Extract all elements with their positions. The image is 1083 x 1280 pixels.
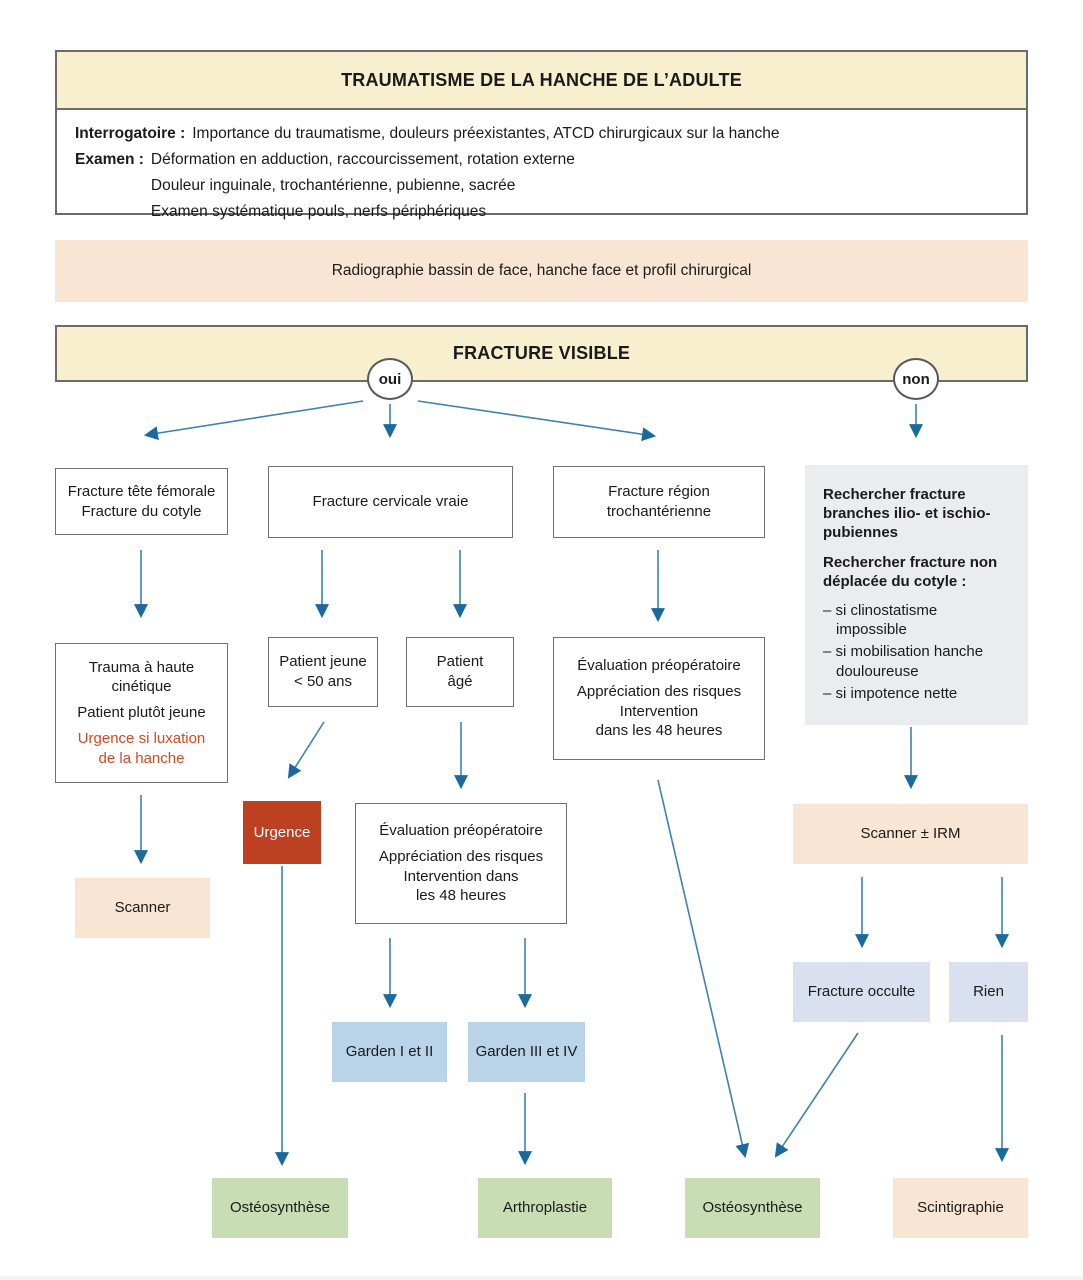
node-scanner: Scanner (75, 878, 210, 938)
examen-line: Douleur inguinale, trochantérienne, pubienne, sacrée (150, 177, 516, 194)
arrow-oui-to-tete (146, 401, 363, 435)
decision-bar (55, 325, 1028, 382)
node-line: Fracture tête fémorale (67, 482, 216, 500)
decision-oui: oui (367, 358, 413, 400)
interrogatoire-text: Importance du traumatisme, douleurs préexistantes, ATCD chirurgicaux sur la hanche (192, 125, 780, 142)
node-line: Trauma à haute cinétique (88, 658, 195, 696)
interrogatoire-row (75, 121, 1008, 147)
node-line: les 48 heures (415, 887, 507, 905)
node-line: Intervention (619, 702, 699, 720)
arrow-jeune-to-urgence (289, 722, 324, 777)
node-osteosynthese-right: Ostéosynthèse (685, 1178, 820, 1238)
examen-label: Examen : (75, 151, 144, 168)
node-trauma-haute-cinetique (55, 643, 228, 783)
node-line: trochantérienne (606, 503, 712, 520)
node-scintigraphie: Scintigraphie (893, 1178, 1028, 1238)
panel-list-item: – si clinostatisme impossible (823, 601, 938, 639)
node-line: Fracture région (608, 483, 710, 501)
arrow-oui-to-troch (418, 401, 654, 436)
node-fracture-occulte: Fracture occulte (793, 962, 930, 1022)
examen-line: Déformation en adduction, raccourcissement, rotation externe (150, 151, 575, 168)
arrow-evaltroch-to-osteosynthese (658, 780, 745, 1156)
radiographie-bar: Radiographie bassin de face, hanche face et profil chirurgical (55, 240, 1028, 302)
examen-lines (151, 147, 575, 225)
header-body (57, 110, 1026, 225)
panel-bold-text: Rechercher fracture branches ilio- et ischio-pubiennes (823, 486, 991, 542)
node-osteosynthese-left: Ostéosynthèse (212, 1178, 348, 1238)
node-arthroplastie: Arthroplastie (478, 1178, 612, 1238)
panel-rechercher-fracture (805, 465, 1028, 725)
node-line: Appréciation des risques (576, 682, 742, 700)
node-line: Patient (436, 653, 484, 671)
panel-list-item: – si mobilisation hanche douloureuse (823, 643, 984, 680)
node-line: âgé (447, 673, 473, 690)
node-line: dans les 48 heures (595, 722, 723, 740)
node-line: Fracture cervicale vraie (312, 493, 469, 511)
page-title: TRAUMATISME DE LA HANCHE DE L’ADULTE (57, 52, 1026, 110)
node-scanner-irm: Scanner ± IRM (793, 804, 1028, 864)
decision-title: FRACTURE VISIBLE (452, 343, 631, 363)
panel-list-item: – si impotence nette (823, 684, 958, 702)
node-line: Patient plutôt jeune (77, 704, 206, 722)
node-line-urgence: Urgence si luxation de la hanche (77, 729, 206, 767)
header-block (55, 50, 1028, 220)
interrogatoire-label: Interrogatoire : (75, 125, 186, 142)
node-line: Patient jeune (279, 653, 367, 671)
examen-line: Examen systématique pouls, nerfs périphériques (150, 203, 487, 220)
node-fracture-trochanterienne (553, 466, 765, 538)
node-line: Fracture du cotyle (81, 502, 202, 520)
node-line: < 50 ans (294, 673, 352, 690)
node-line: Évaluation préopératoire (577, 656, 741, 674)
node-fracture-cervicale (268, 466, 513, 538)
node-garden-1-2: Garden I et II (332, 1022, 447, 1082)
node-rien: Rien (949, 962, 1028, 1022)
node-line: Évaluation préopératoire (379, 821, 543, 839)
node-fracture-tete-femorale (55, 468, 228, 535)
examen-row (75, 147, 1008, 225)
node-line: Intervention dans (403, 867, 519, 885)
panel-bold-text: Rechercher fracture non déplacée du cotyle : (823, 553, 998, 590)
node-urgence: Urgence (243, 801, 321, 864)
node-patient-jeune (268, 637, 378, 707)
node-line: Appréciation des risques (378, 847, 544, 865)
node-garden-3-4: Garden III et IV (468, 1022, 585, 1082)
node-evaluation-preop-troch (553, 637, 765, 760)
decision-non: non (893, 358, 939, 400)
node-evaluation-preop-cervicale (355, 803, 567, 924)
node-patient-age (406, 637, 514, 707)
arrow-occulte-to-osteosynthese (776, 1033, 858, 1156)
